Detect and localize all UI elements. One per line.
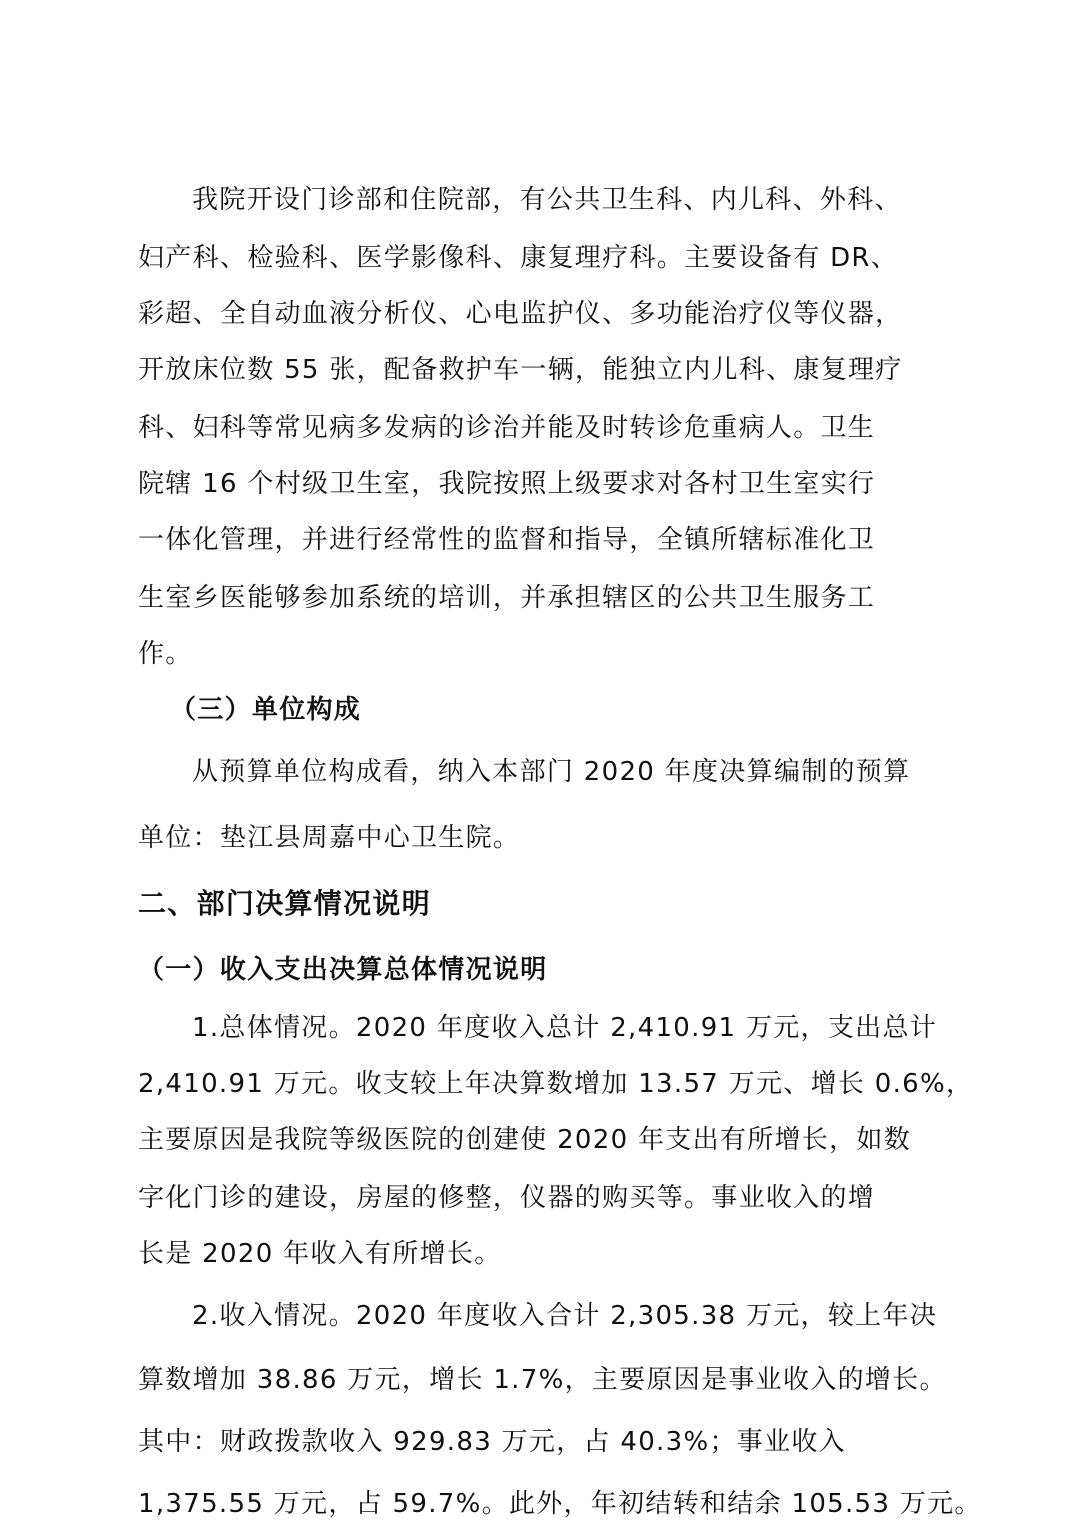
text-line: 主要原因是我院等级医院的创建使 2020 年支出有所增长，如数 [138,1125,911,1155]
text-line: 开放床位数 55 张，配备救护车一辆，能独立内儿科、康复理疗 [138,355,903,385]
text-line: 院辖 16 个村级卫生室，我院按照上级要求对各村卫生室实行 [138,469,876,499]
text-line: 1.总体情况。2020 年度收入总计 2,410.91 万元，支出总计 [192,1013,938,1043]
text-line: 其中：财政拨款收入 929.83 万元，占 40.3%；事业收入 [138,1427,846,1457]
text-line: 2.收入情况。2020 年度收入合计 2,305.38 万元，较上年决 [192,1301,938,1331]
text-line: 1,375.55 万元，占 59.7%。此外，年初结转和结余 105.53 万元。 [138,1489,982,1519]
chapter-heading: 二、部门决算情况说明 [138,887,432,920]
text-line: 单位：垫江县周嘉中心卫生院。 [138,823,521,853]
text-line: 从预算单位构成看，纳入本部门 2020 年度决算编制的预算 [192,757,911,787]
text-line: 字化门诊的建设，房屋的修整，仪器的购买等。事业收入的增 [138,1183,876,1213]
text-line: 作。 [138,639,193,669]
text-line: 科、妇科等常见病多发病的诊治并能及时转诊危重病人。卫生 [138,413,876,443]
section-heading: （三）单位构成 [170,695,362,725]
text-line: 长是 2020 年收入有所增长。 [138,1239,502,1269]
text-line: 妇产科、检验科、医学影像科、康复理疗科。主要设备有 DR、 [138,243,899,273]
text-line: 我院开设门诊部和住院部，有公共卫生科、内儿科、外科、 [192,185,902,215]
text-line: 生室乡医能够参加系统的培训，并承担辖区的公共卫生服务工 [138,583,876,613]
subsection-heading: （一）收入支出决算总体情况说明 [138,955,548,985]
text-line: 一体化管理，并进行经常性的监督和指导，全镇所辖标准化卫 [138,525,876,555]
text-line: 彩超、全自动血液分析仪、心电监护仪、多功能治疗仪等仪器， [138,299,903,329]
text-line: 2,410.91 万元。收支较上年决算数增加 13.57 万元、增长 0.6%， [138,1069,974,1099]
text-line: 算数增加 38.86 万元，增长 1.7%，主要原因是事业收入的增长。 [138,1365,947,1395]
